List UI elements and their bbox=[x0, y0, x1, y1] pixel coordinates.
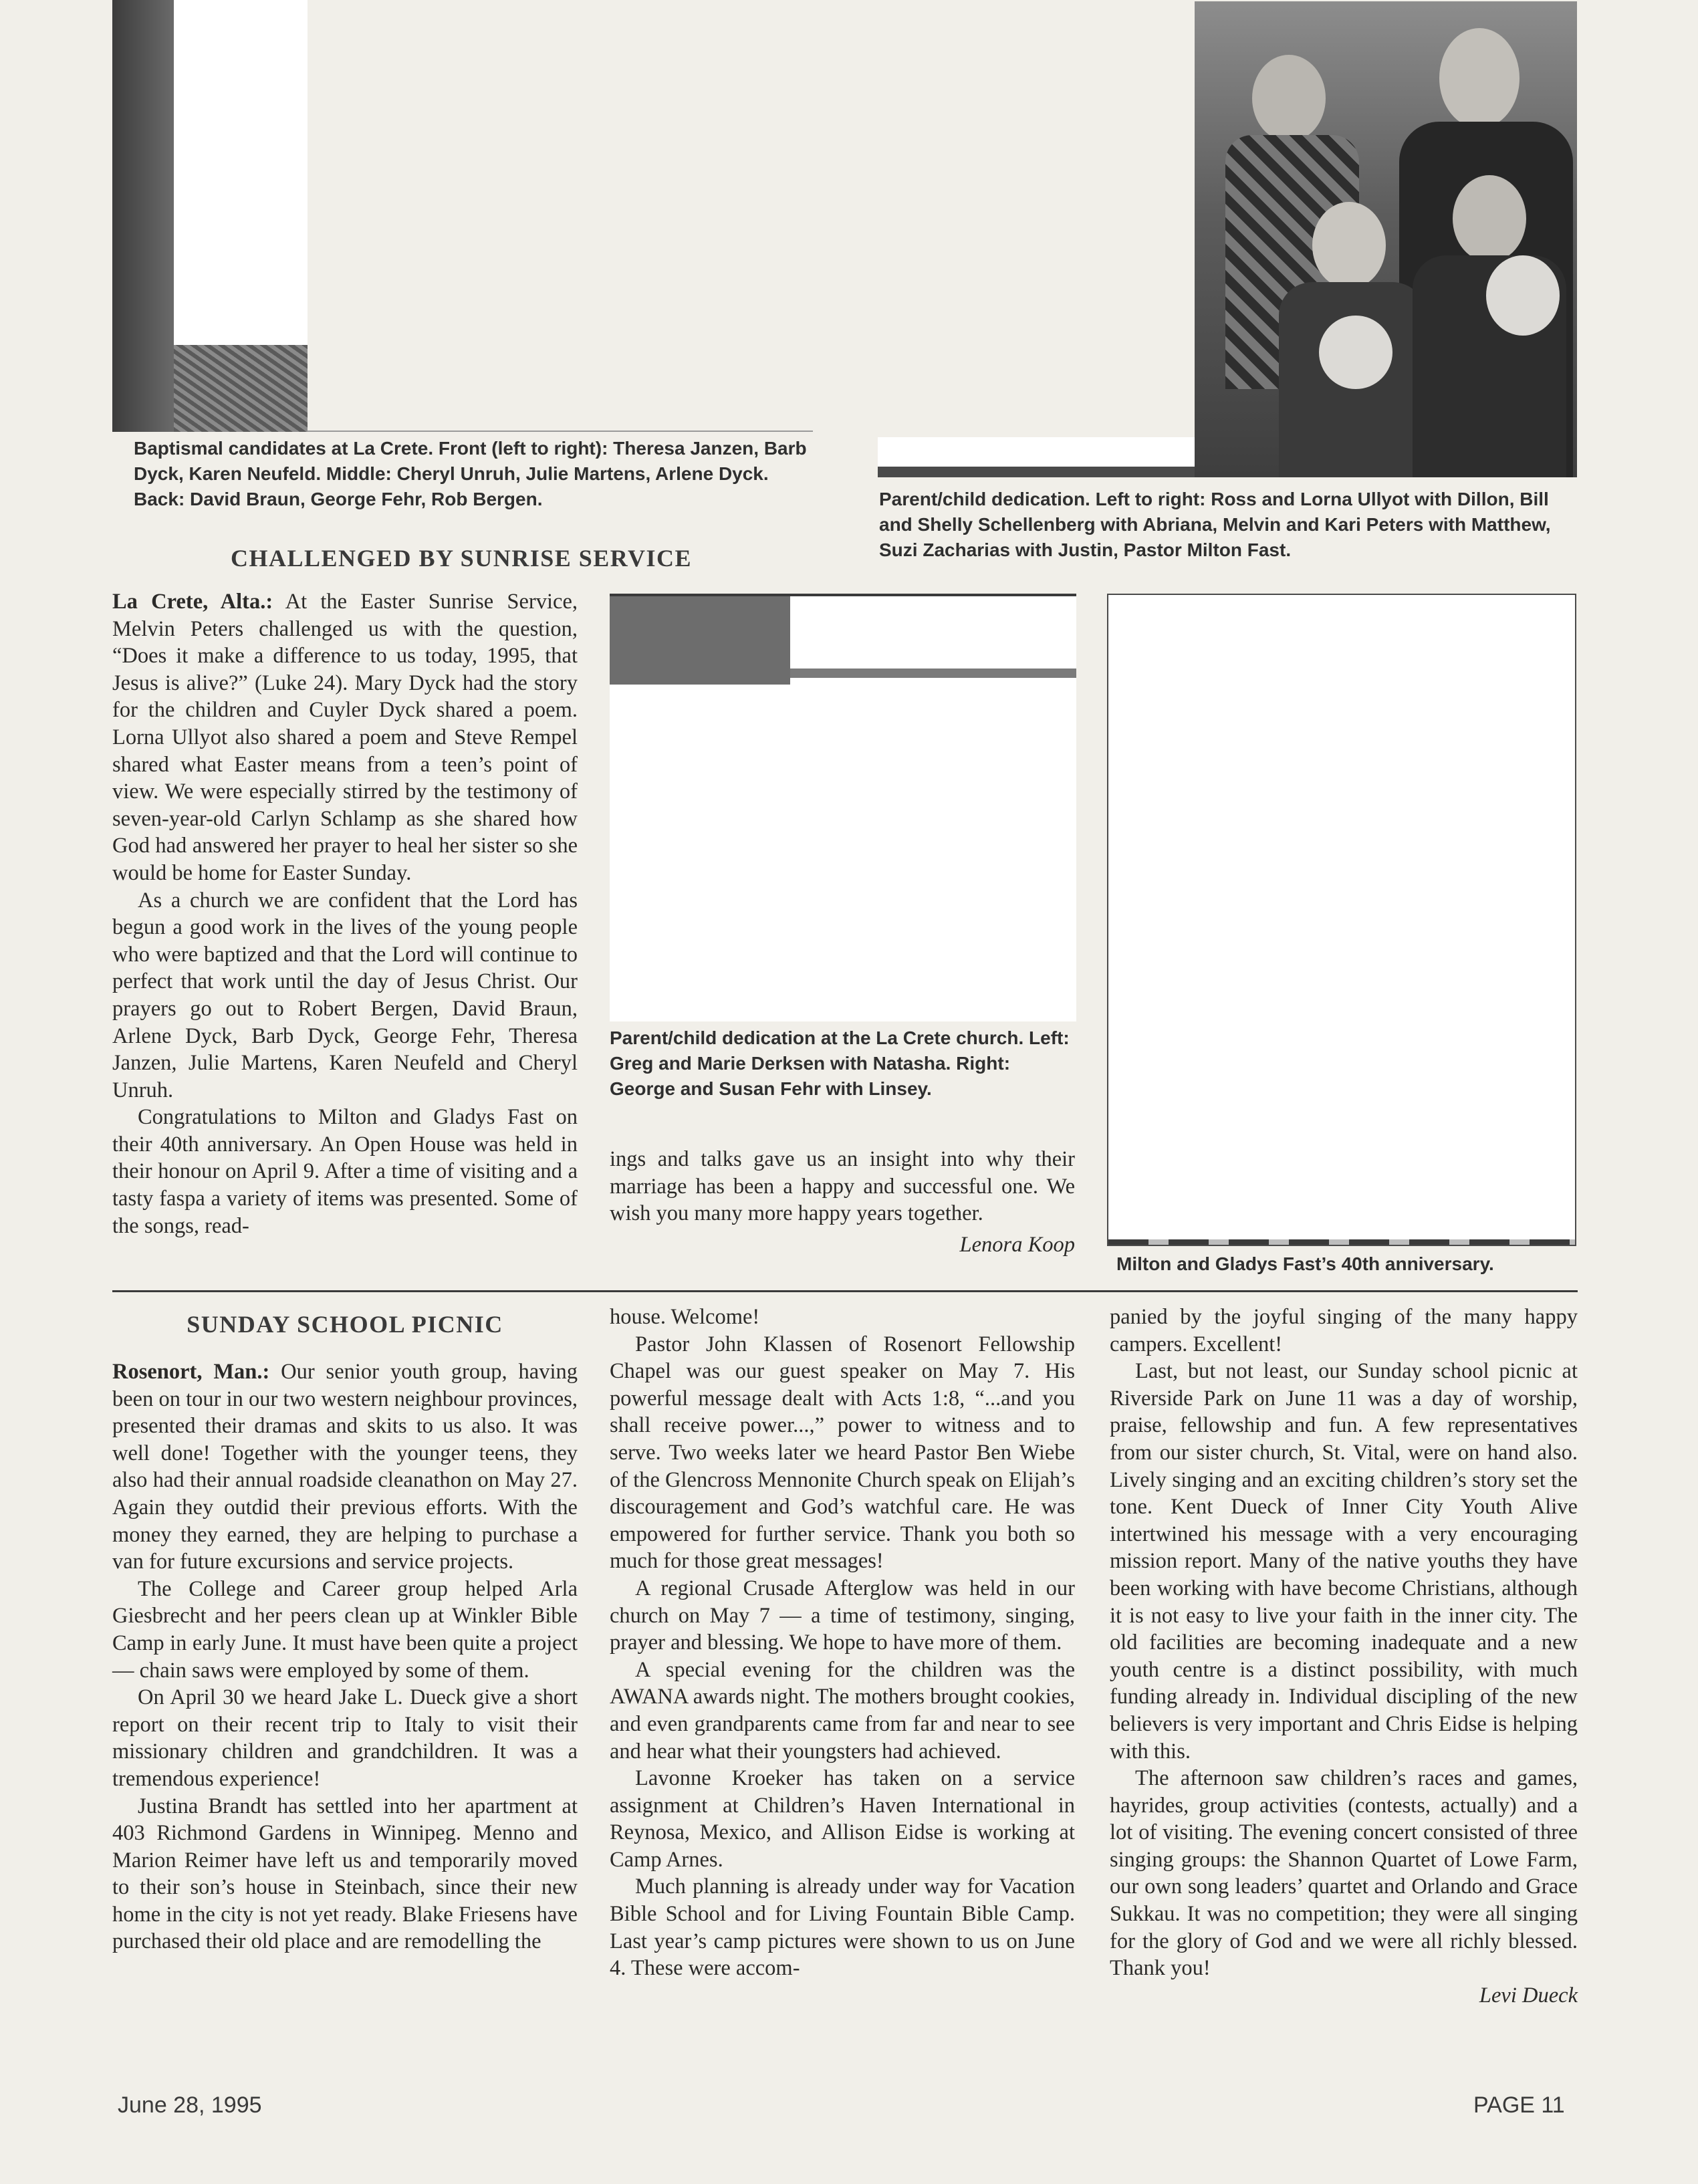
article1-paragraph1: La Crete, Alta.: At the Easter Sunrise Service, Melvin Peters challenged us with the question, “Does it make a difference to us today, 1995, that Jesus is alive?” (Luke 24). Mary Dyck had the story for the children and Cuyler Dyck shared a poem. Lorna Ullyot also shared a poem and Steve Rempel shared what Easter means from a teen’s point of view. We were especially stirred by the testimony of seven-year-old Carlyn Schlamp as she shared how God had answered her prayer to heal her sister so she would be home for Easter Sunday. bbox=[112, 590, 578, 885]
article2-col2-paragraph3: A regional Crusade Afterglow was held in our church on May 7 — a time of testimony, singing, prayer and blessing. We hope to have more of them. bbox=[610, 1576, 1075, 1655]
article2-column3 bbox=[1110, 1304, 1578, 2009]
footer-page-number: PAGE 11 bbox=[1473, 2092, 1565, 2118]
anniversary-caption: Milton and Gladys Fast’s 40th anniversary. bbox=[1116, 1253, 1494, 1274]
article2-col3-paragraph2: Last, but not least, our Sunday school picnic at Riverside Park on June 11 was a day of worship, praise, fellowship and fun. A few representatives from our sister church, St. Vital, were on hand also. Lively singing and an exciting children’s story set the tone. Kent Dueck of Inner City Youth Alive intertwined his message with a very encouraging mission report. Many of the native youths they have been working with have become Christians, although it is not easy to live your faith in the inner city. The old facilities are becoming inadequate and a new youth centre is a distinct possibility, with much funding already in. Individual discipling of the new believers is very important and Chris Eidse is helping with this. bbox=[1110, 1359, 1578, 1764]
article1-dateline: La Crete, Alta.: bbox=[112, 590, 273, 614]
article2-col2-paragraph6: Much planning is already under way for Vacation Bible School and for Living Fountain Bible Camp. Last year’s camp pictures were shown to us on June 4. These were accom- bbox=[610, 1874, 1075, 1981]
article1-column2 bbox=[610, 1146, 1075, 1258]
article2-col1-paragraph1: Rosenort, Man.: Our senior youth group, having been on tour in our two western neighbour provinces, presented their dramas and skits to us also. It was well done! Together with the younger teens, they also had their annual roadside cleanathon on May 27. Again they outdid their previous efforts. With the money they earned, they are helping to purchase a van for future excursions and service projects. bbox=[112, 1360, 578, 1574]
article2-dateline: Rosenort, Man.: bbox=[112, 1360, 270, 1384]
footer-date: June 28, 1995 bbox=[118, 2092, 262, 2118]
article2-col3-paragraph3: The afternoon saw children’s races and games, hayrides, group activities (contests, actually) and a lot of visiting. The evening concert consisted of three singing groups: the Shannon Quartet of Lowe Farm, our own song leaders’ quartet and Orlando and Grace Sukkau. It was no competition; they were all singing for the glory of God and we were all richly blessed. Thank you! bbox=[1110, 1766, 1578, 1981]
dedication-group-photo bbox=[878, 1, 1577, 477]
dedication-middle-caption: Parent/child dedication at the La Crete church. Left: Greg and Marie Derksen with Natasha. Right: George and Susan Fehr with Linsey. bbox=[610, 1027, 1070, 1099]
article1-paragraph3-continued: ings and talks gave us an insight into why their marriage has been a happy and successful one. We wish you many more happy years together. bbox=[610, 1147, 1075, 1226]
article2-col2-paragraph4: A special evening for the children was the AWANA awards night. The mothers brought cookies, and even grandparents came from far and near to see and hear what their youngsters had achieved. bbox=[610, 1657, 1075, 1764]
dedication-middle-photo bbox=[610, 594, 1076, 1021]
article2-col2-paragraph2: Pastor John Klassen of Rosenort Fellowship Chapel was our guest speaker on May 7. His powerful message dealt with Acts 1:8, “...and you shall receive power...,” power to witness and to serve. Two weeks later we heard Pastor Ben Wiebe of the Glencross Mennonite Church speak on Elijah’s discouragement and God’s watchful care. He was empowered for further service. Thank you both so much for those great messages! bbox=[610, 1332, 1075, 1574]
article1-column1 bbox=[112, 588, 578, 1239]
article2-col2-paragraph5: Lavonne Kroeker has taken on a service assignment at Children’s Haven International in Reynosa, Mexico, and Allison Eidse is working at Camp Arnes. bbox=[610, 1766, 1075, 1872]
article1-paragraph2: As a church we are confident that the Lord has begun a good work in the lives of the young people who were baptized and that the Lord will continue to perfect that work until the day of Jesus Christ. Our prayers go out to Robert Bergen, David Braun, Arlene Dyck, Barb Dyck, George Fehr, Theresa Janzen, Julie Martens, Karen Neufeld and Cheryl Unruh. bbox=[112, 888, 578, 1102]
article2-headline: SUNDAY SCHOOL PICNIC bbox=[187, 1311, 503, 1338]
baptism-photo-baseline bbox=[308, 431, 813, 432]
baptism-photo-caption: Baptismal candidates at La Crete. Front (left to right): Theresa Janzen, Barb Dyck, Karen Neufeld. Middle: Cheryl Unruh, Julie Martens, Arlene Dyck. Back: David Braun, George Fehr, Rob Bergen. bbox=[134, 438, 807, 509]
article2-column1 bbox=[112, 1358, 578, 1955]
article2-col2-paragraph1: house. Welcome! bbox=[610, 1305, 760, 1329]
article1-signature: Lenora Koop bbox=[959, 1232, 1075, 1257]
article1-headline: CHALLENGED BY SUNRISE SERVICE bbox=[230, 545, 693, 572]
anniversary-photo bbox=[1107, 594, 1576, 1246]
article1-paragraph3: Congratulations to Milton and Gladys Fast on their 40th anniversary. An Open House was held in their honour on April 9. After a time of visiting and a tasty faspa a variety of items was presented. Some of the songs, read- bbox=[112, 1105, 578, 1238]
article2-col1-paragraph2: The College and Career group helped Arla Giesbrecht and her peers clean up at Winkler Bible Camp in early June. It must have been quite a project — chain saws were employed by some of them. bbox=[112, 1576, 578, 1683]
article2-col1-paragraph3: On April 30 we heard Jake L. Dueck give a short report on their recent trip to Italy to visit their missionary children and grandchildren. It was a tremendous experience! bbox=[112, 1685, 578, 1791]
article2-col1-paragraph4: Justina Brandt has settled into her apartment at 403 Richmond Gardens in Winnipeg. Menno and Marion Reimer have left us and temporarily moved to their son’s house in Steinbach, since their new home in the city is not yet ready. Blake Friesens have purchased their old place and are remodelling the bbox=[112, 1794, 578, 1954]
article2-signature: Levi Dueck bbox=[1479, 1983, 1578, 2008]
dedication-group-caption: Parent/child dedication. Left to right: Ross and Lorna Ullyot with Dillon, Bill and Shelly Schellenberg with Abriana, Melvin and Kari Peters with Matthew, Suzi Zacharias with Justin, Pastor Milton Fast. bbox=[879, 489, 1551, 560]
section-divider bbox=[112, 1290, 1578, 1292]
baptism-photo bbox=[112, 0, 308, 432]
article2-column2 bbox=[610, 1304, 1075, 1982]
article2-col3-paragraph1: panied by the joyful singing of the many happy campers. Excellent! bbox=[1110, 1305, 1578, 1356]
